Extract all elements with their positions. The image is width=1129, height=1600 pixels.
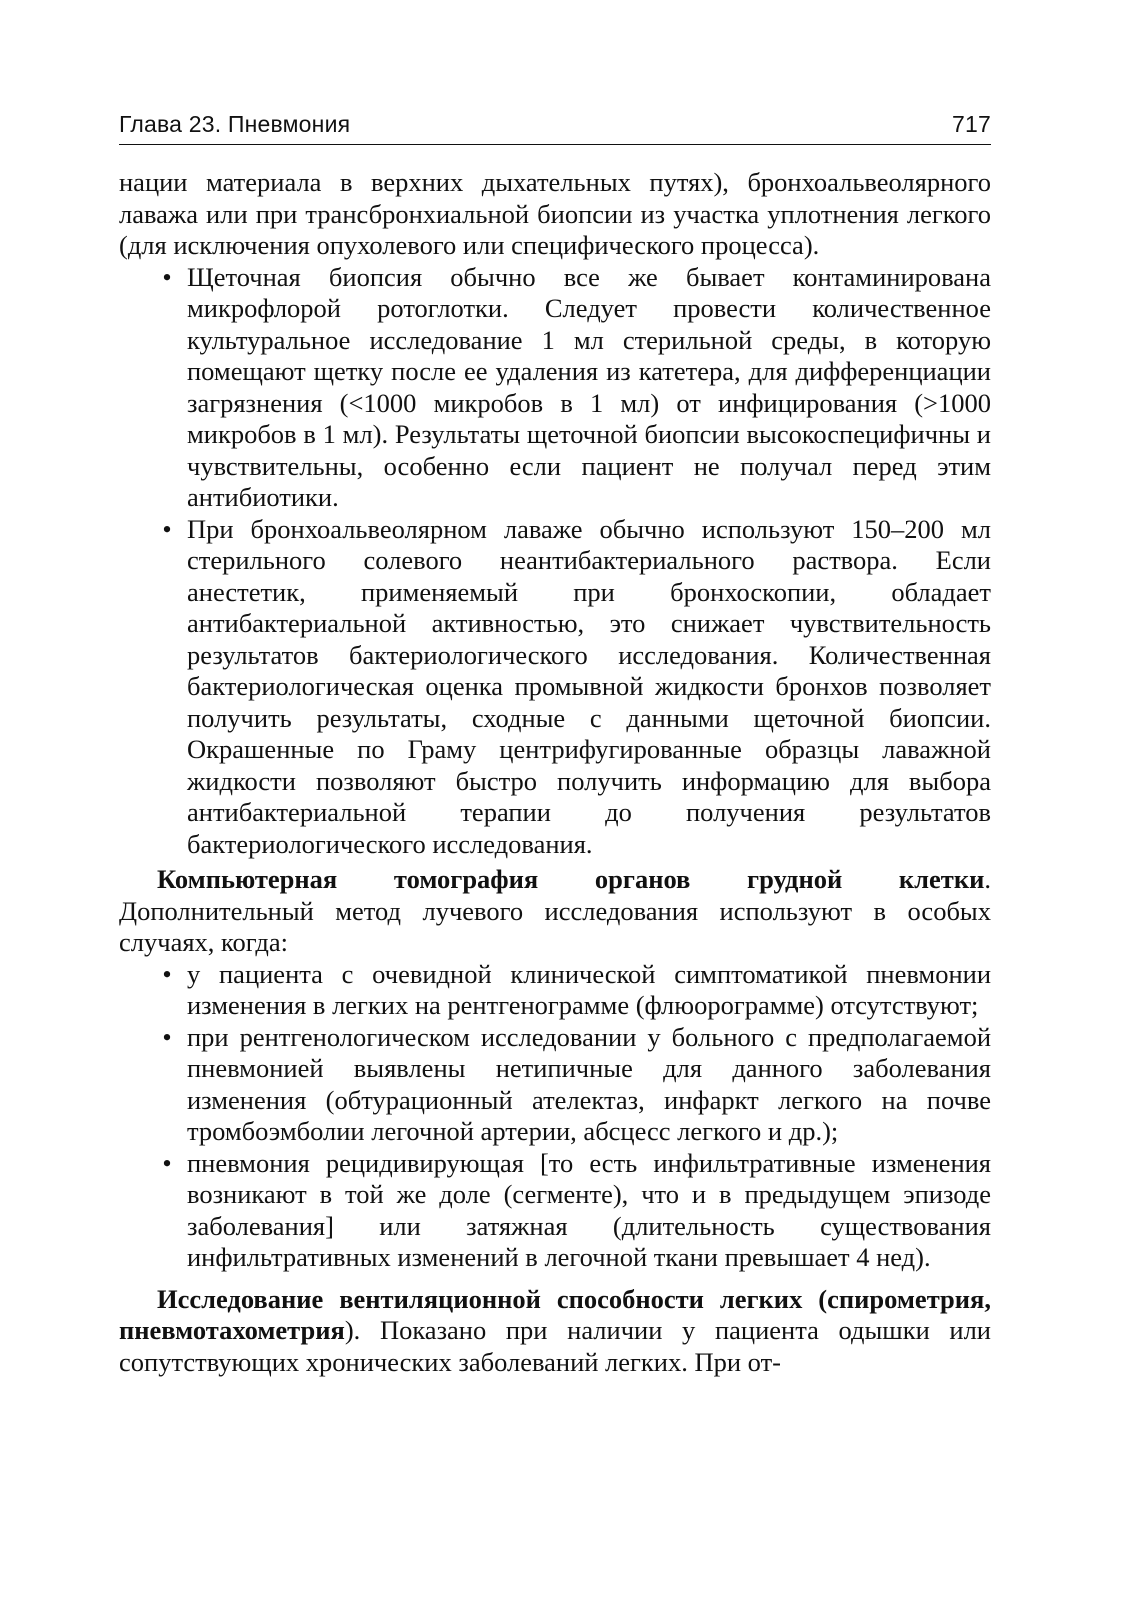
page-number: 717 <box>952 111 991 137</box>
continuation-paragraph <box>119 167 991 262</box>
book-page <box>119 108 991 1378</box>
list-item <box>162 513 991 861</box>
list-item <box>162 261 991 514</box>
bullet-icon: • <box>162 513 172 544</box>
list-item-text: пневмония рецидивирующая [то есть инфильтративные изменения возникают в той же доле (сегменте), что и в предыдущем эпизоде заболевания] или затяжная (длительность существования инфильтративных изменений в легочной ткани превышает 4 нед). <box>187 1147 991 1272</box>
chapter-title: Глава 23. Пневмония <box>119 111 351 137</box>
ct-paragraph <box>119 864 991 959</box>
list-item-text: при рентгенологическом исследовании у больного с предполагаемой пневмонией выявлены нетипичные для данного заболевания изменения (обтурационный ателектаз, инфаркт легкого на почве тромбоэмболии легочной артерии, абсцесс легкого и др.); <box>187 1021 991 1146</box>
paragraph-text: ). Показано при наличии у пациента одышки или сопутствующих хронических заболеваний легких. При от- <box>119 1315 991 1377</box>
ct-heading: Компьютерная томография органов грудной клетки <box>157 864 985 894</box>
paragraph-text: . Дополнительный метод лучевого исследования используют в особых случаях, когда: <box>119 864 991 957</box>
list-item <box>162 1021 991 1148</box>
bullet-icon: • <box>162 958 172 989</box>
list-item-text: Щеточная биопсия обычно все же бывает контаминирована микрофлорой ротоглотки. Следует провести количественное культуральное исследование 1 мл стерильной среды, в которую помещают щетку после ее удаления из катетера, для дифференциации загрязнения (<1000 микробов в 1 мл) от инфицирования (>1000 микробов в 1 мл). Результаты щеточной биопсии высокоспецифичны и чувствительны, особенно если пациент не получал перед этим антибиотики. <box>187 261 991 512</box>
bullet-icon: • <box>162 261 172 292</box>
ct-indications-list <box>119 959 991 1274</box>
spirometry-heading: Исследование вентиляционной способности легких (спирометрия, пневмотахометрия <box>119 1283 991 1345</box>
bullet-icon: • <box>162 1021 172 1052</box>
paragraph-text: нации материала в верхних дыхательных путях), бронхоальвеолярного лаважа или при трансбронхиальной биопсии из участка уплотнения легкого (для исключения опухолевого или специфического процесса). <box>119 167 991 260</box>
list-item <box>162 958 991 1022</box>
list-item-text: При бронхоальвеолярном лаваже обычно используют 150–200 мл стерильного солевого неантибактериального раствора. Если анестетик, применяемый при бронхоскопии, обладает антибактериальной активностью, это снижает чувствительность результатов бактериологического исследования. Количественная бактериологическая оценка промывной жидкости бронхов позволяет получить результаты, сходные с данными щеточной биопсии. Окрашенные по Граму центрифугированные образцы лаважной жидкости позволяют быстро получить информацию для выбора антибактериальной терапии до получения результатов бактериологического исследования. <box>187 513 991 859</box>
list-item <box>162 1147 991 1274</box>
running-header <box>119 108 991 145</box>
list-item-text: у пациента с очевидной клинической симптоматикой пневмонии изменения в легких на рентгенограмме (флюорограмме) отсутствуют; <box>187 958 991 1020</box>
bullet-icon: • <box>162 1147 172 1178</box>
biopsy-bullet-list <box>119 262 991 861</box>
spirometry-paragraph <box>119 1284 991 1379</box>
body-text <box>119 167 991 1378</box>
